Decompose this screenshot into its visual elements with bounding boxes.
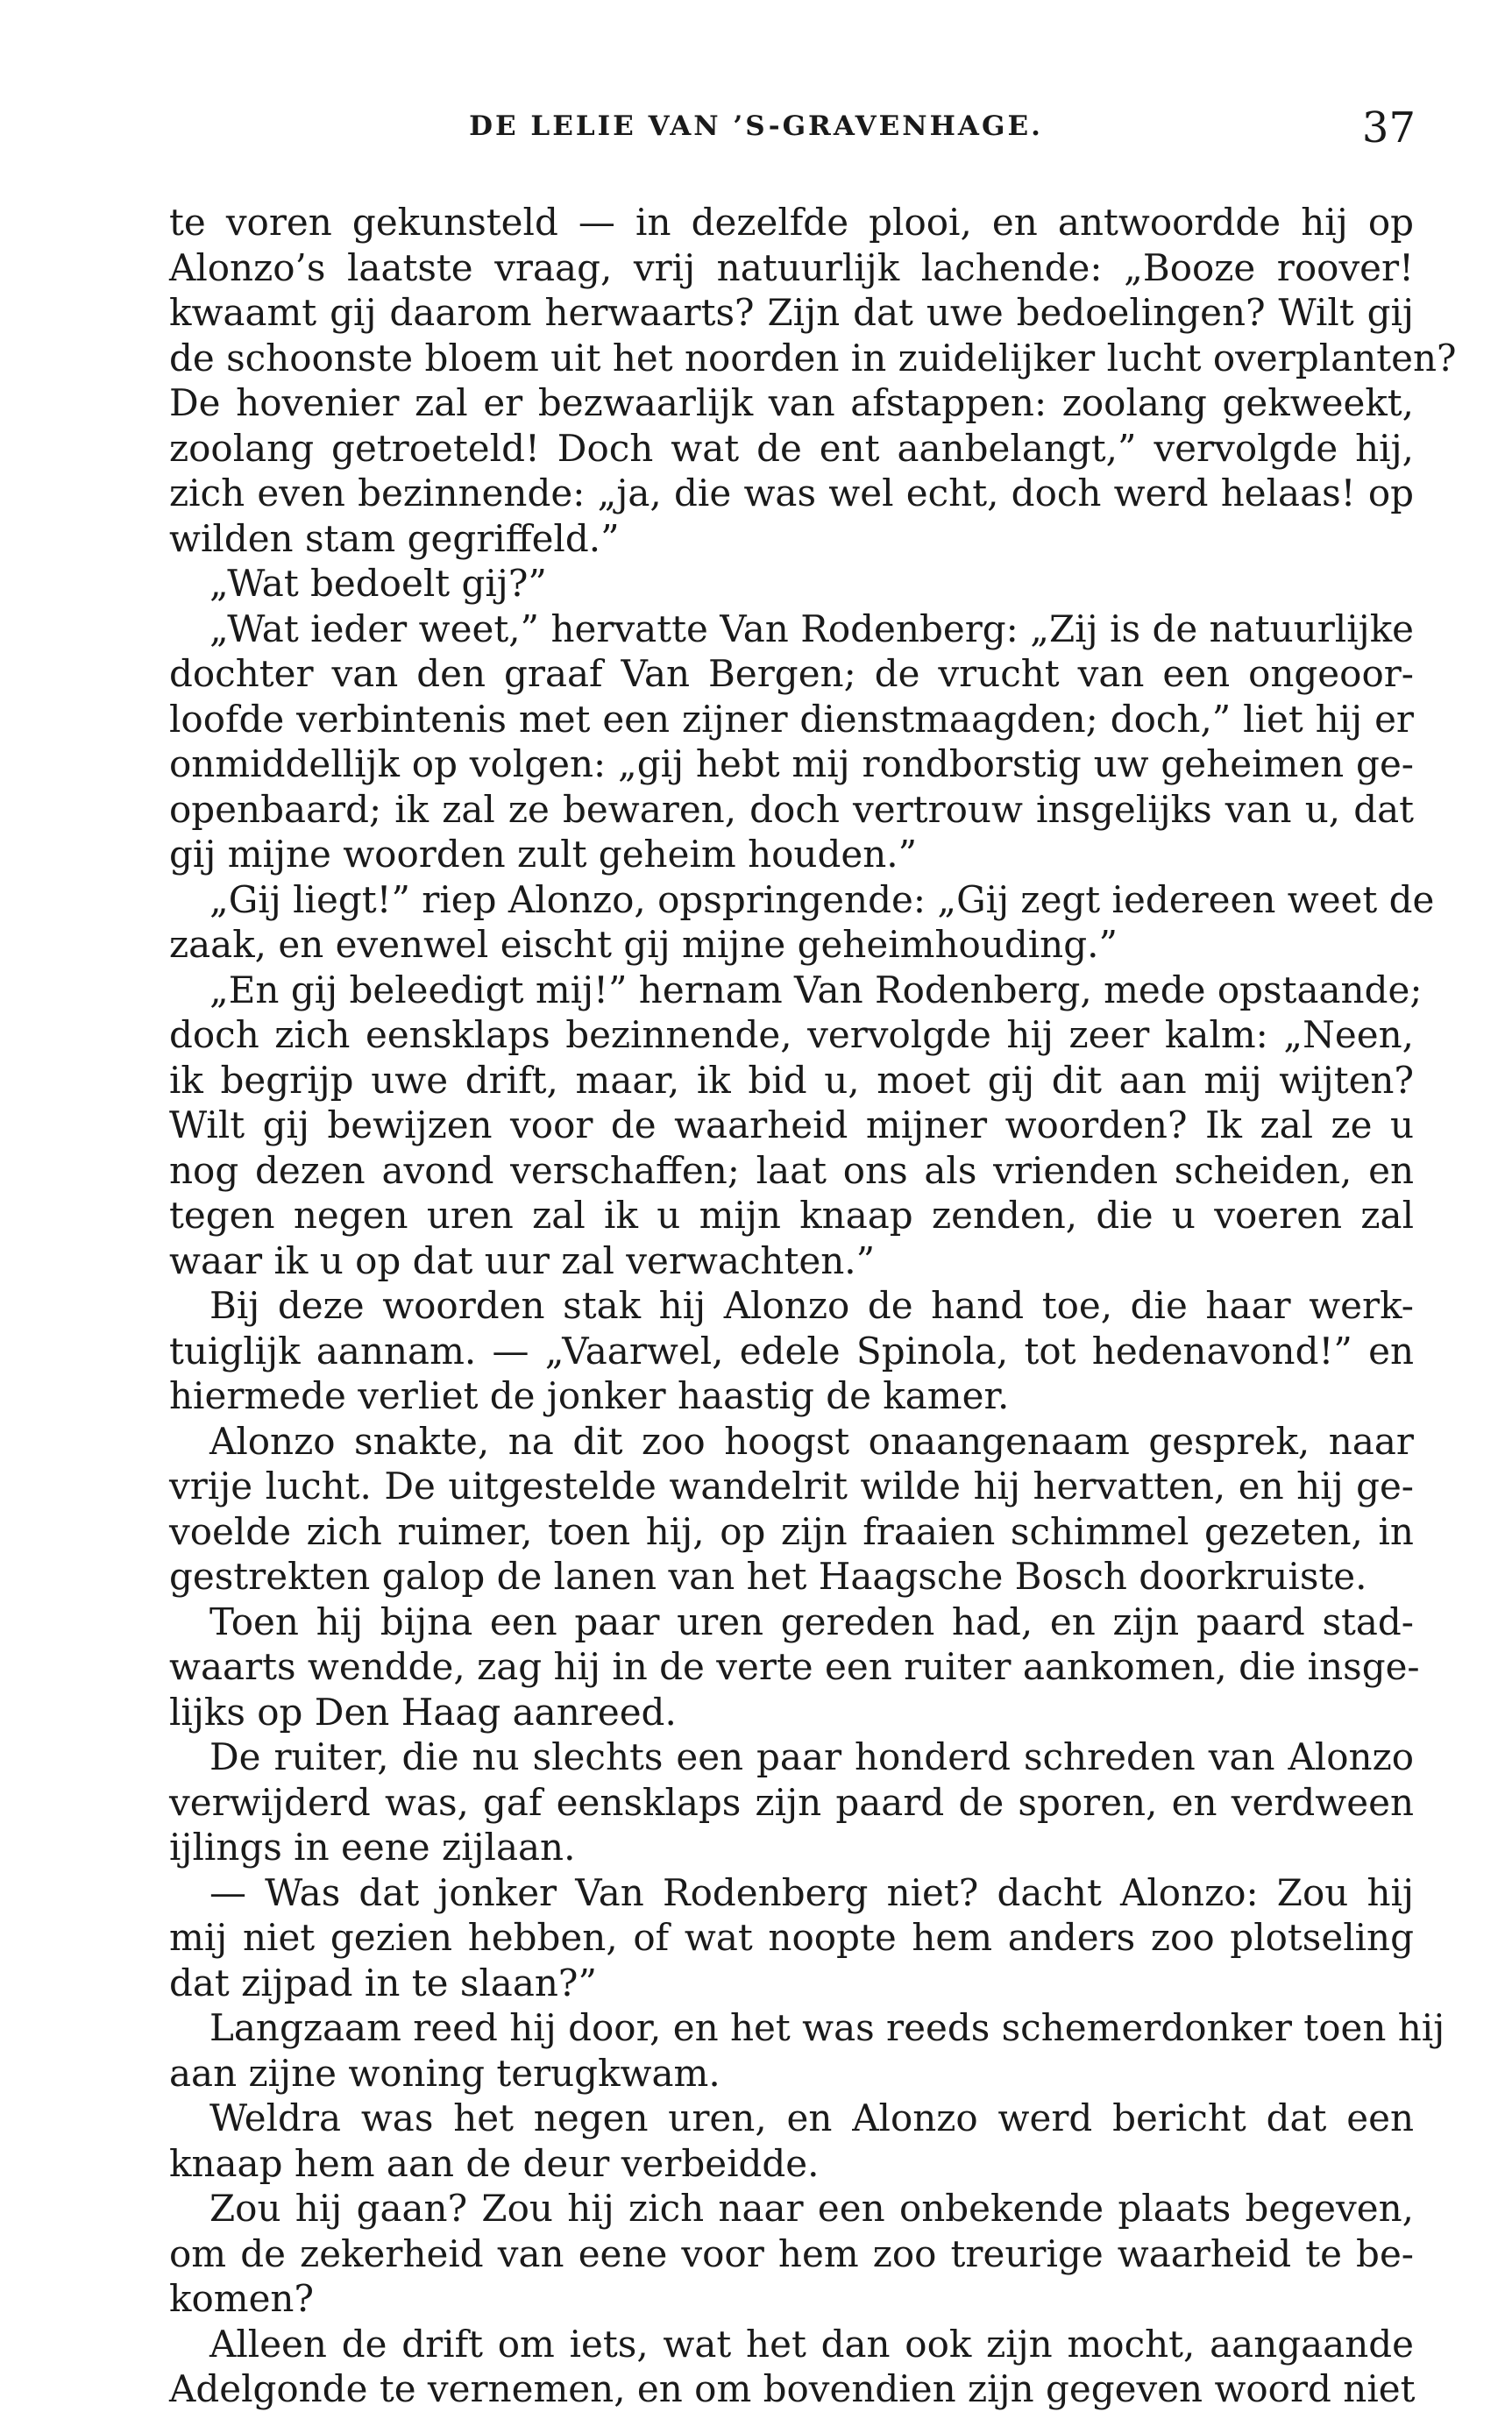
text-line: zich even bezinnende: „ja, die was wel echt, doch werd helaas! op — [169, 472, 1414, 514]
text-line: ijlings in eene zijlaan. — [169, 1826, 576, 1869]
text-line: tegen negen uren zal ik u mijn knaap zenden, die u voeren zal — [169, 1194, 1414, 1237]
text-line: Wilt gij bewijzen voor de waarheid mijner woorden? Ik zal ze u — [169, 1103, 1414, 1146]
text-line: komen? — [169, 2277, 314, 2320]
text-line: De ruiter, die nu slechts een paar honderd schreden van Alonzo — [209, 1735, 1414, 1778]
text-line: mij niet gezien hebben, of wat noopte hem anders zoo plotseling — [169, 1916, 1414, 1959]
body-text — [169, 200, 1457, 2412]
text-line: — Was dat jonker Van Rodenberg niet? dacht Alonzo: Zou hij — [209, 1870, 1414, 1914]
text-line: openbaard; ik zal ze bewaren, doch vertrouw insgelijks van u, dat — [169, 787, 1414, 831]
text-line: wilden stam gegriffeld.” — [169, 516, 620, 560]
text-line: om de zekerheid van eene voor hem zoo treurige waarheid te be- — [169, 2231, 1414, 2275]
text-line: waar ik u op dat uur zal verwachten.” — [169, 1238, 876, 1282]
text-line: Adelgonde te vernemen, en om bovendien zijn gegeven woord niet — [169, 2367, 1416, 2410]
text-line: zoolang getroeteld! Doch wat de ent aanbelangt,” vervolgde hij, — [169, 426, 1414, 470]
text-line: gestrekten galop de lanen van het Haagsche Bosch doorkruiste. — [169, 1555, 1367, 1598]
text-line: verwijderd was, gaf eensklaps zijn paard de sporen, en verdween — [169, 1780, 1414, 1824]
text-line: hiermede verliet de jonker haastig de kamer. — [169, 1374, 1010, 1417]
text-line: „Gij liegt!” riep Alonzo, opspringende: „Gij zegt iedereen weet de — [209, 877, 1435, 921]
text-line: doch zich eensklaps bezinnende, vervolgde hij zeer kalm: „Neen, — [169, 1013, 1414, 1056]
text-line: tuiglijk aannam. — „Vaarwel, edele Spinola, tot hedenavond!” en — [169, 1329, 1414, 1373]
text-line: voelde zich ruimer, toen hij, op zijn fraaien schimmel gezeten, in — [169, 1509, 1414, 1553]
text-line: kwaamt gij daarom herwaarts? Zijn dat uwe bedoelingen? Wilt gij — [169, 291, 1414, 334]
text-line: De hovenier zal er bezwaarlijk van afstappen: zoolang gekweekt, — [169, 381, 1414, 424]
text-line: ik begrijp uwe drift, maar, ik bid u, moet gij dit aan mij wijten? — [169, 1058, 1414, 1102]
text-line: Alonzo snakte, na dit zoo hoogst onaangenaam gesprek, naar — [209, 1419, 1414, 1463]
text-line: te voren gekunsteld — in dezelfde plooi, en antwoordde hij op — [169, 201, 1414, 244]
text-line: knaap hem aan de deur verbeidde. — [169, 2141, 820, 2185]
text-line: Weldra was het negen uren, en Alonzo werd bericht dat een — [209, 2096, 1414, 2139]
text-line: lijks op Den Haag aanreed. — [169, 1690, 677, 1734]
text-line: Zou hij gaan? Zou hij zich naar een onbekende plaats begeven, — [209, 2187, 1414, 2230]
text-line: dat zijpad in te slaan?” — [169, 1961, 597, 2004]
text-line: Langzaam reed hij door, en het was reeds schemerdonker toen hij — [209, 2006, 1445, 2049]
text-line: vrije lucht. De uitgestelde wandelrit wilde hij hervatten, en hij ge- — [169, 1465, 1414, 1508]
running-head — [0, 103, 1512, 156]
text-line: Alonzo’s laatste vraag, vrij natuurlijk lachende: „Booze roover! — [169, 245, 1414, 289]
text-line: aan zijne woning terugkwam. — [169, 2051, 721, 2095]
text-line: onmiddellijk op volgen: „gij hebt mij rondborstig uw geheimen ge- — [169, 742, 1414, 785]
text-line: zaak, en evenwel eischt gij mijne geheimhouding.” — [169, 923, 1118, 966]
page-number: 37 — [1361, 103, 1416, 153]
text-line: Toen hij bijna een paar uren gereden had, en zijn paard stad- — [209, 1600, 1414, 1643]
text-line: „Wat bedoelt gij?” — [209, 562, 547, 605]
text-line: dochter van den graaf Van Bergen; de vrucht van een ongeoor- — [169, 652, 1414, 695]
running-title: DE LELIE VAN ’S-GRAVENHAGE. — [469, 110, 1043, 142]
text-line: „Wat ieder weet,” hervatte Van Rodenberg: „Zij is de natuurlijke — [209, 607, 1414, 650]
text-line: nog dezen avond verschaffen; laat ons als vrienden scheiden, en — [169, 1148, 1414, 1192]
text-line: „En gij beleedigt mij!” hernam Van Rodenberg, mede opstaande; — [209, 968, 1423, 1011]
text-line: Alleen de drift om iets, wat het dan ook zijn mocht, aangaande — [209, 2322, 1414, 2366]
text-line: waarts wendde, zag hij in de verte een ruiter aankomen, die insge- — [169, 1645, 1420, 1688]
text-line: gij mijne woorden zult geheim houden.” — [169, 833, 918, 876]
text-line: de schoonste bloem uit het noorden in zuidelijker lucht overplanten? — [169, 336, 1457, 380]
text-line: loofde verbintenis met een zijner dienstmaagden; doch,” liet hij er — [169, 697, 1414, 741]
text-line: Bij deze woorden stak hij Alonzo de hand toe, die haar werk- — [209, 1284, 1414, 1327]
